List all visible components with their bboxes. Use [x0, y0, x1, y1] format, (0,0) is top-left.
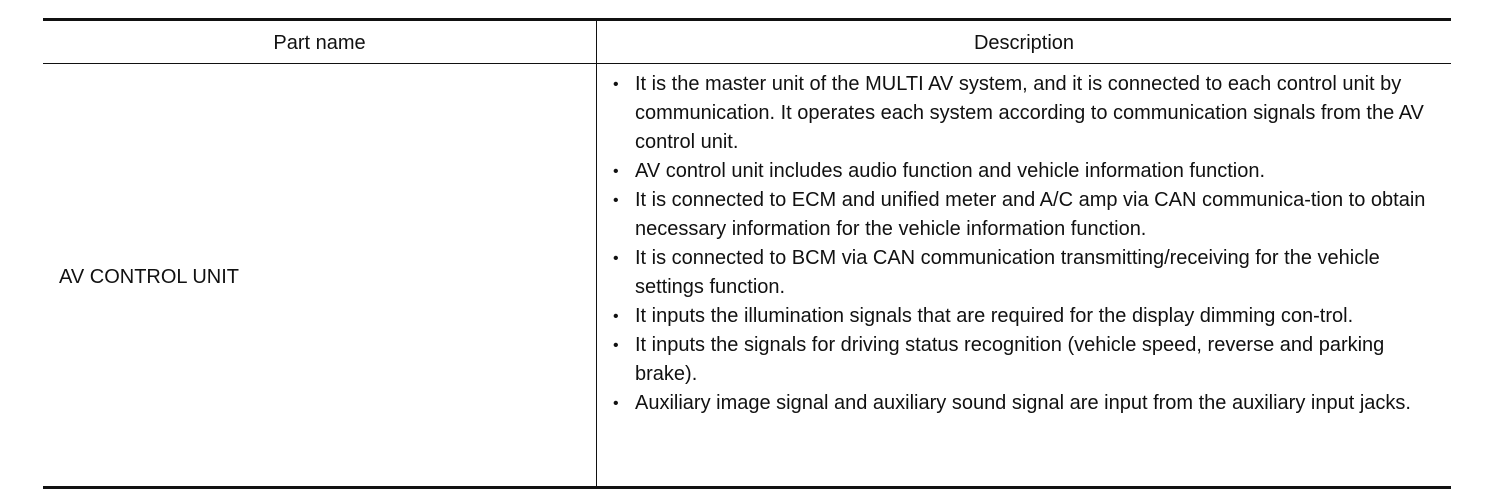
table-row [43, 64, 1451, 486]
bullet-icon: • [613, 76, 619, 93]
bullet-icon: • [613, 192, 619, 209]
bullet-icon: • [613, 308, 619, 325]
description-text: Auxiliary image signal and auxiliary sound signal are input from the auxiliary input jacks. [635, 392, 1411, 414]
description-text: It is the master unit of the MULTI AV system, and it is connected to each control unit by communication. It operates each system according to communication signals from the AV control unit. [635, 73, 1424, 153]
description-cell [597, 64, 1451, 486]
bullet-icon: • [613, 250, 619, 267]
parts-description-table [43, 18, 1451, 489]
description-item [613, 389, 1441, 418]
bullet-icon: • [613, 337, 619, 354]
description-item [613, 302, 1441, 331]
description-item [613, 186, 1441, 244]
table-header-row [43, 21, 1451, 64]
part-name-cell: AV CONTROL UNIT [43, 64, 597, 486]
header-part-name: Part name [43, 21, 597, 63]
description-item [613, 157, 1441, 186]
description-list [613, 70, 1441, 418]
description-item [613, 70, 1441, 157]
description-item [613, 331, 1441, 389]
description-text: AV control unit includes audio function and vehicle information function. [635, 160, 1266, 182]
header-description: Description [973, 31, 1075, 54]
description-text: It inputs the illumination signals that are required for the display dimming con-trol. [635, 305, 1354, 327]
description-text: It is connected to ECM and unified meter and A/C amp via CAN communica-tion to obtain necessary information for the vehicle information function. [635, 189, 1426, 240]
description-item [613, 244, 1441, 302]
description-text: It inputs the signals for driving status recognition (vehicle speed, reverse and parking brake). [635, 334, 1385, 385]
description-text: It is connected to BCM via CAN communication transmitting/receiving for the vehicle settings function. [635, 247, 1380, 298]
bullet-icon: • [613, 395, 619, 412]
bullet-icon: • [613, 163, 619, 180]
